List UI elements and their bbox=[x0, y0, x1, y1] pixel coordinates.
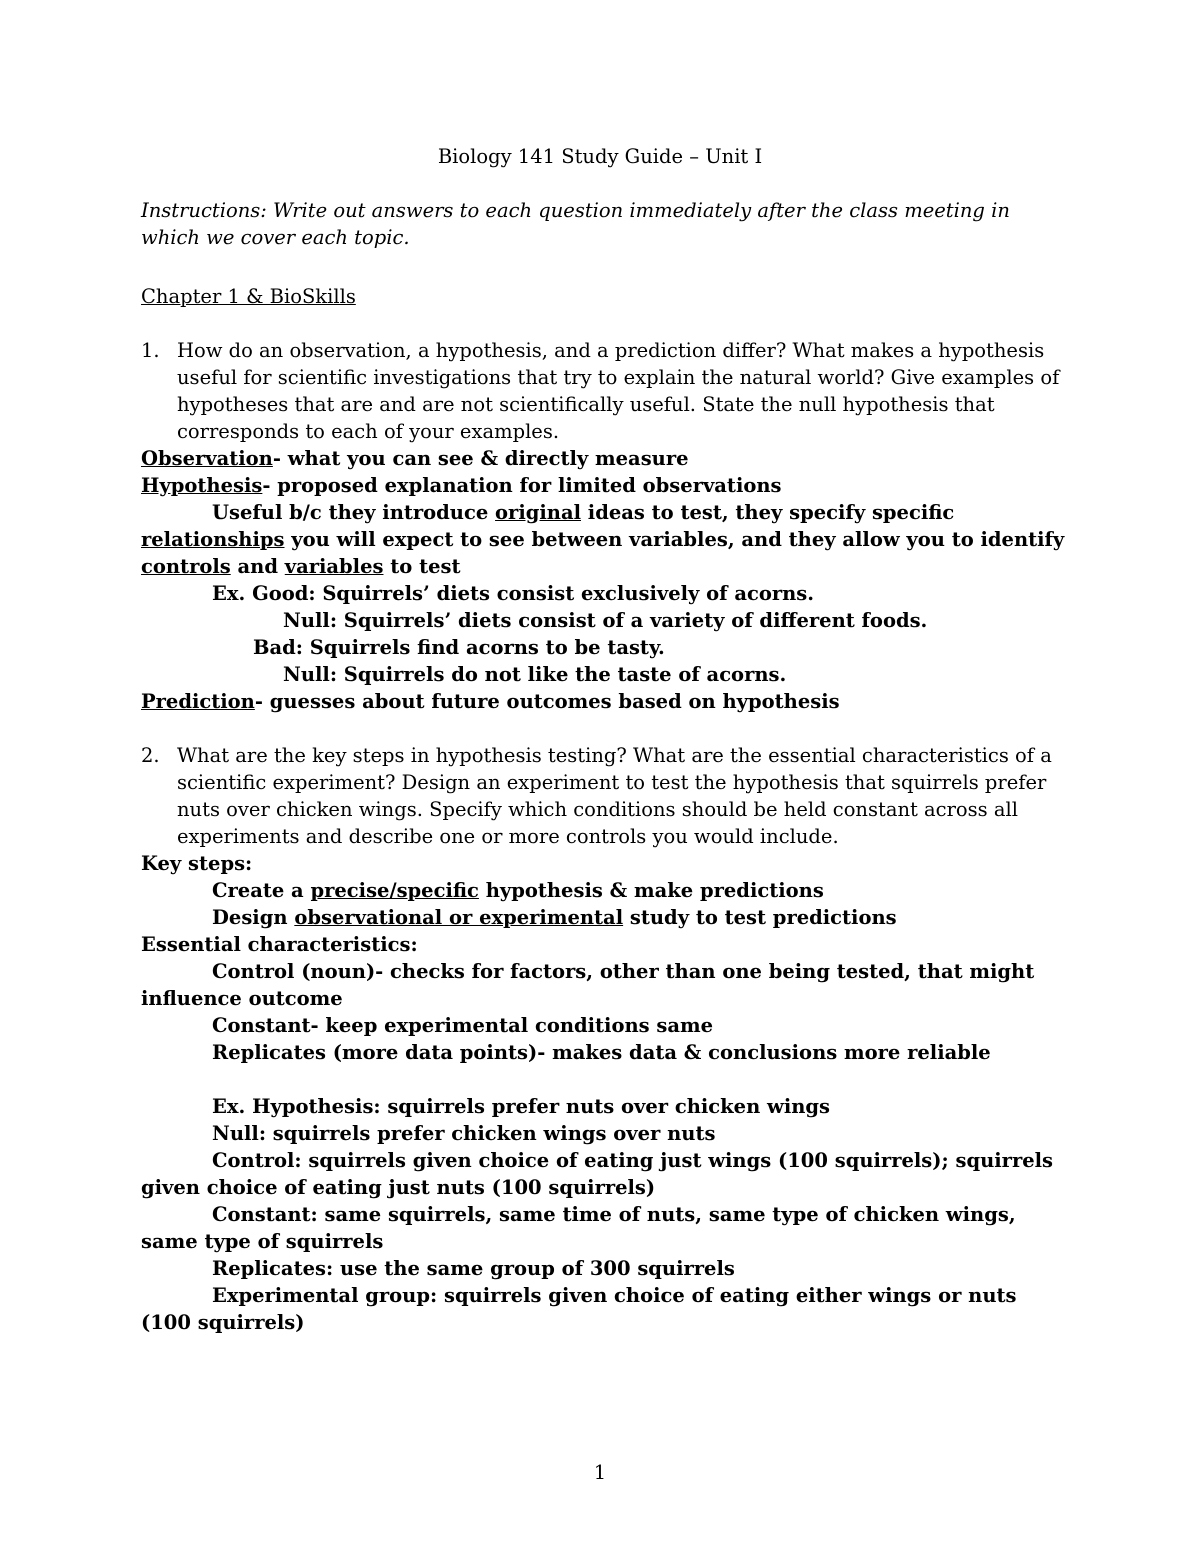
answer-2 bbox=[141, 850, 1071, 1336]
hypothesis-term: Hypothesis bbox=[141, 474, 263, 497]
useful-text-1: Useful b/c they introduce bbox=[212, 501, 496, 524]
question-2-number: 2. bbox=[141, 744, 160, 767]
null-good: Null: Squirrels’ diets consist of a variety of different foods. bbox=[283, 609, 928, 632]
useful-variables: variables bbox=[284, 555, 384, 578]
example-constant: Constant: same squirrels, same time of nuts, same type of chicken wings, same type of squirrels bbox=[141, 1203, 1016, 1253]
essential-heading: Essential characteristics: bbox=[141, 933, 418, 956]
control-definition: Control (noun)- checks for factors, other than one being tested, that might influence outcome bbox=[141, 960, 1035, 1010]
question-1-text: How do an observation, a hypothesis, and a prediction differ? What makes a hypothesis useful for scientific investigations that try to explain the natural world? Give examples of hypotheses that are and are not scientifically useful. State the null hypothesis that corresponds to each of your examples. bbox=[177, 339, 1060, 443]
step-2-text-c: study to test predictions bbox=[623, 906, 897, 929]
question-2 bbox=[141, 742, 1071, 850]
useful-text-5: to test bbox=[383, 555, 461, 578]
example-good: Ex. Good: Squirrels’ diets consist exclusively of acorns. bbox=[212, 582, 815, 605]
useful-text-4: and bbox=[230, 555, 285, 578]
replicates-definition: Replicates (more data points)- makes data & conclusions more reliable bbox=[212, 1041, 991, 1064]
step-2-text-a: Design bbox=[212, 906, 295, 929]
step-2 bbox=[141, 904, 1071, 931]
answer-1 bbox=[141, 445, 1071, 715]
useful-text-2: ideas to test, they specify specific bbox=[581, 501, 955, 524]
prediction-definition: - guesses about future outcomes based on hypothesis bbox=[254, 690, 840, 713]
page-title: Biology 141 Study Guide – Unit I bbox=[437, 145, 763, 168]
null-bad: Null: Squirrels do not like the taste of acorns. bbox=[283, 663, 787, 686]
example-experimental-group: Experimental group: squirrels given choice of eating either wings or nuts (100 squirrels) bbox=[141, 1284, 1017, 1334]
page-number: 1 bbox=[593, 1461, 607, 1484]
useful-text-3: you will expect to see between variables, and they allow you to identify bbox=[284, 528, 1065, 551]
useful-paragraph bbox=[141, 499, 1071, 580]
step-2-study-type: observational or experimental bbox=[294, 906, 624, 929]
key-steps-heading: Key steps: bbox=[141, 852, 253, 875]
instructions: Instructions: Write out answers to each question immediately after the class meeting in which we cover each topic. bbox=[141, 199, 1010, 249]
example-null: Null: squirrels prefer chicken wings over nuts bbox=[212, 1122, 716, 1145]
step-1 bbox=[141, 877, 1071, 904]
question-1 bbox=[141, 337, 1071, 445]
useful-relationships: relationships bbox=[141, 528, 285, 551]
observation-term: Observation bbox=[141, 447, 273, 470]
prediction-line bbox=[141, 688, 1071, 715]
question-1-number: 1. bbox=[141, 339, 160, 362]
question-2-text: What are the key steps in hypothesis testing? What are the essential characteristics of a scientific experiment? Design an experiment to test the hypothesis that squirrels prefer nuts over chicken wings. Specify which conditions should be held constant across all experiments and describe one or more controls you would include. bbox=[177, 744, 1052, 848]
hypothesis-line bbox=[141, 472, 1071, 499]
example-control: Control: squirrels given choice of eating just wings (100 squirrels); squirrels given choice of eating just nuts (100 squirrels) bbox=[141, 1149, 1054, 1199]
step-1-precise: precise/specific bbox=[310, 879, 479, 902]
hypothesis-definition: - proposed explanation for limited observations bbox=[262, 474, 782, 497]
useful-original: original bbox=[495, 501, 581, 524]
example-hypothesis: Ex. Hypothesis: squirrels prefer nuts over chicken wings bbox=[212, 1095, 831, 1118]
example-bad: Bad: Squirrels find acorns to be tasty. bbox=[253, 636, 665, 659]
section-heading: Chapter 1 & BioSkills bbox=[141, 285, 356, 308]
prediction-term: Prediction bbox=[141, 690, 255, 713]
useful-controls: controls bbox=[141, 555, 231, 578]
step-1-text-c: hypothesis & make predictions bbox=[478, 879, 824, 902]
example-replicates: Replicates: use the same group of 300 squirrels bbox=[212, 1257, 735, 1280]
step-1-text-a: Create a bbox=[212, 879, 311, 902]
constant-definition: Constant- keep experimental conditions same bbox=[212, 1014, 714, 1037]
spacer bbox=[141, 1066, 1071, 1093]
observation-line bbox=[141, 445, 1071, 472]
observation-definition: - what you can see & directly measure bbox=[272, 447, 689, 470]
